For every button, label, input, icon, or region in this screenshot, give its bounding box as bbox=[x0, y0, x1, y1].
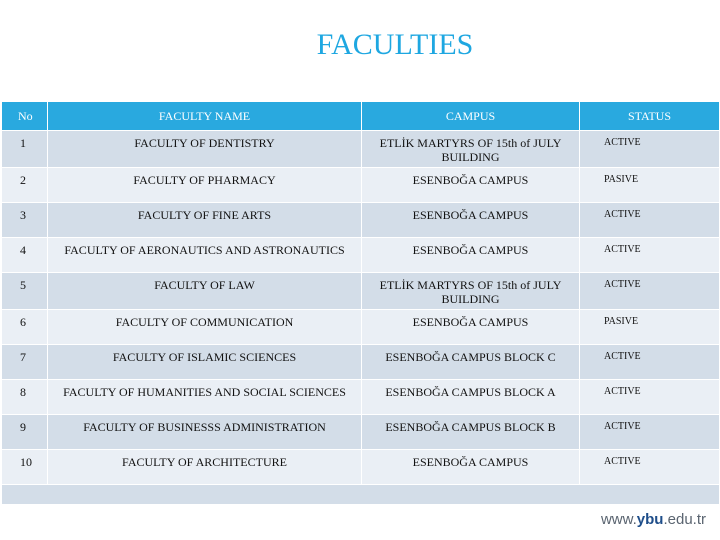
faculty-name: FACULTY OF FINE ARTS bbox=[48, 203, 362, 238]
row-number: 10 bbox=[2, 450, 48, 485]
table-footer-row bbox=[2, 485, 720, 505]
faculty-name: FACULTY OF ARCHITECTURE bbox=[48, 450, 362, 485]
table-row bbox=[2, 450, 720, 485]
website-brand: ybu bbox=[636, 511, 664, 528]
column-header-faculty-name: FACULTY NAME bbox=[48, 102, 362, 131]
status-cell: ACTIVE bbox=[580, 415, 720, 450]
status-cell: ACTIVE bbox=[580, 450, 720, 485]
table-row bbox=[2, 131, 720, 168]
website-suffix: .edu.tr bbox=[663, 511, 706, 528]
row-number: 5 bbox=[2, 273, 48, 310]
campus-cell: ESENBOĞA CAMPUS bbox=[362, 310, 580, 345]
table-header-row bbox=[2, 102, 720, 131]
row-number: 7 bbox=[2, 345, 48, 380]
campus-cell: ESENBOĞA CAMPUS bbox=[362, 203, 580, 238]
status-cell: ACTIVE bbox=[580, 203, 720, 238]
campus-cell: ESENBOĞA CAMPUS BLOCK A bbox=[362, 380, 580, 415]
row-number: 1 bbox=[2, 131, 48, 168]
faculties-table bbox=[1, 101, 720, 505]
campus-line-2: BUILDING bbox=[441, 292, 500, 306]
column-header-status: STATUS bbox=[580, 102, 720, 131]
faculty-name: FACULTY OF DENTISTRY bbox=[48, 131, 362, 168]
column-header-no: No bbox=[2, 102, 48, 131]
row-number: 6 bbox=[2, 310, 48, 345]
page-title: FACULTIES bbox=[316, 28, 474, 61]
campus-line-2: BUILDING bbox=[441, 150, 500, 164]
table-row bbox=[2, 310, 720, 345]
table-row bbox=[2, 273, 720, 310]
status-cell: PASIVE bbox=[580, 168, 720, 203]
campus-line: ETLİK MARTYRS OF 15th of JULY bbox=[379, 136, 562, 150]
faculty-name: FACULTY OF ISLAMIC SCIENCES bbox=[48, 345, 362, 380]
row-number: 4 bbox=[2, 238, 48, 273]
column-header-campus: CAMPUS bbox=[362, 102, 580, 131]
row-number: 8 bbox=[2, 380, 48, 415]
table-row bbox=[2, 415, 720, 450]
status-cell: ACTIVE bbox=[580, 380, 720, 415]
table-row bbox=[2, 238, 720, 273]
website-prefix: www. bbox=[600, 511, 637, 528]
table-row bbox=[2, 203, 720, 238]
row-number: 2 bbox=[2, 168, 48, 203]
faculty-name: FACULTY OF HUMANITIES AND SOCIAL SCIENCES bbox=[48, 380, 362, 415]
campus-cell bbox=[362, 273, 580, 310]
faculty-name: FACULTY OF COMMUNICATION bbox=[48, 310, 362, 345]
campus-line: ETLİK MARTYRS OF 15th of JULY bbox=[379, 278, 562, 292]
campus-cell: ESENBOĞA CAMPUS bbox=[362, 238, 580, 273]
campus-cell bbox=[362, 131, 580, 168]
status-cell: ACTIVE bbox=[580, 131, 720, 168]
website-link[interactable] bbox=[601, 511, 706, 528]
table-row bbox=[2, 345, 720, 380]
campus-cell: ESENBOĞA CAMPUS bbox=[362, 168, 580, 203]
table-footer-cell bbox=[2, 485, 720, 505]
campus-cell: ESENBOĞA CAMPUS bbox=[362, 450, 580, 485]
faculty-name: FACULTY OF LAW bbox=[48, 273, 362, 310]
faculty-name: FACULTY OF PHARMACY bbox=[48, 168, 362, 203]
status-cell: ACTIVE bbox=[580, 238, 720, 273]
table-row bbox=[2, 380, 720, 415]
row-number: 3 bbox=[2, 203, 48, 238]
campus-cell: ESENBOĞA CAMPUS BLOCK B bbox=[362, 415, 580, 450]
status-cell: ACTIVE bbox=[580, 345, 720, 380]
faculty-name: FACULTY OF AERONAUTICS AND ASTRONAUTICS bbox=[48, 238, 362, 273]
status-cell: PASIVE bbox=[580, 310, 720, 345]
table-row bbox=[2, 168, 720, 203]
faculty-name: FACULTY OF BUSINESSS ADMINISTRATION bbox=[48, 415, 362, 450]
status-cell: ACTIVE bbox=[580, 273, 720, 310]
row-number: 9 bbox=[2, 415, 48, 450]
campus-cell: ESENBOĞA CAMPUS BLOCK C bbox=[362, 345, 580, 380]
